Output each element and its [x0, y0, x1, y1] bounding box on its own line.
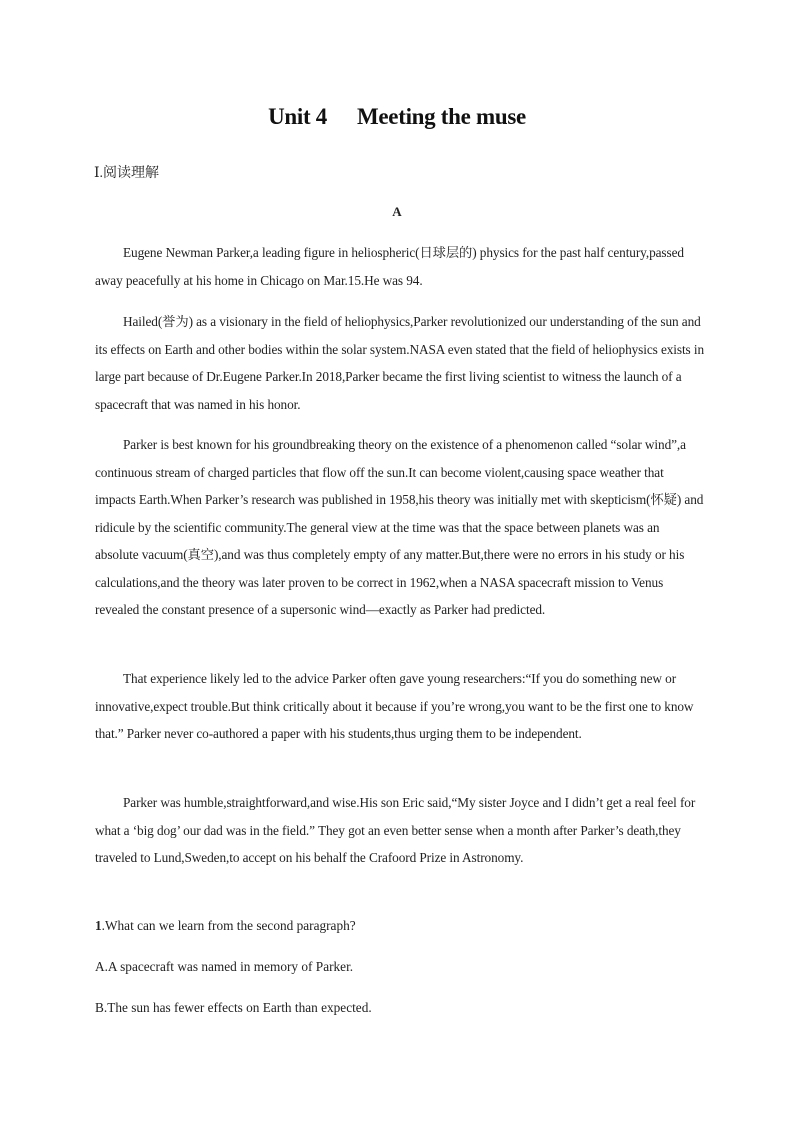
unit-number: Unit 4: [268, 104, 327, 129]
paragraph-4: That experience likely led to the advice Parker often gave young researchers:“If you do something new or innovative,expect trouble.But think critically about it because if you’re wrong,you want to be the first one to know that.” Parker never co-authored a paper with his students,thus urging them to be independent.: [95, 671, 694, 741]
paragraph-5: Parker was humble,straightforward,and wise.His son Eric said,“My sister Joyce and I didn’t get a real feel for what a ‘big dog’ our dad was in the field.” They got an even better sense when a month after Parker’s death,they traveled to Lund,Sweden,to accept on his behalf the Crafoord Prize in Astronomy.: [95, 795, 696, 865]
question-stem: .What can we learn from the second paragraph?: [101, 918, 356, 933]
page-title: [0, 104, 794, 130]
paragraph-1: Eugene Newman Parker,a leading figure in heliospheric(日球层的) physics for the past half century,passed away peacefully at his home in Chicago on Mar.15.He was 94.: [95, 245, 684, 288]
paragraph-2: Hailed(誉为) as a visionary in the field of heliophysics,Parker revolutionized our understanding of the sun and its effects on Earth and other bodies within the solar system.NASA even stated that the field of heliophysics exists in large part because of Dr.Eugene Parker.In 2018,Parker became the first living scientist to witness the launch of a spacecraft that was named in his honor.: [95, 314, 704, 412]
unit-name: Meeting the muse: [356, 104, 526, 129]
question-1: [95, 918, 356, 934]
option-b: B.The sun has fewer effects on Earth than expected.: [95, 1000, 372, 1015]
option-a: A.A spacecraft was named in memory of Parker.: [95, 959, 354, 974]
paragraph-3: Parker is best known for his groundbreaking theory on the existence of a phenomenon called “solar wind”,a continuous stream of charged particles that flow off the sun.It can become violent,causing space weather that impacts Earth.When Parker’s research was published in 1958,his theory was initially met with skepticism(怀疑) and ridicule by the scientific community.The general view at the time was that the space between planets was an absolute vacuum(真空),and was thus completely empty of any matter.But,there were no errors in his study or his calculations,and the theory was later proven to be correct in 1962,when a NASA spacecraft mission to Venus revealed the constant presence of a supersonic wind—exactly as Parker had predicted.: [95, 437, 704, 617]
section-heading: Ⅰ.阅读理解: [94, 166, 160, 181]
passage-label: A: [392, 204, 402, 219]
question-number: 1: [95, 918, 102, 933]
